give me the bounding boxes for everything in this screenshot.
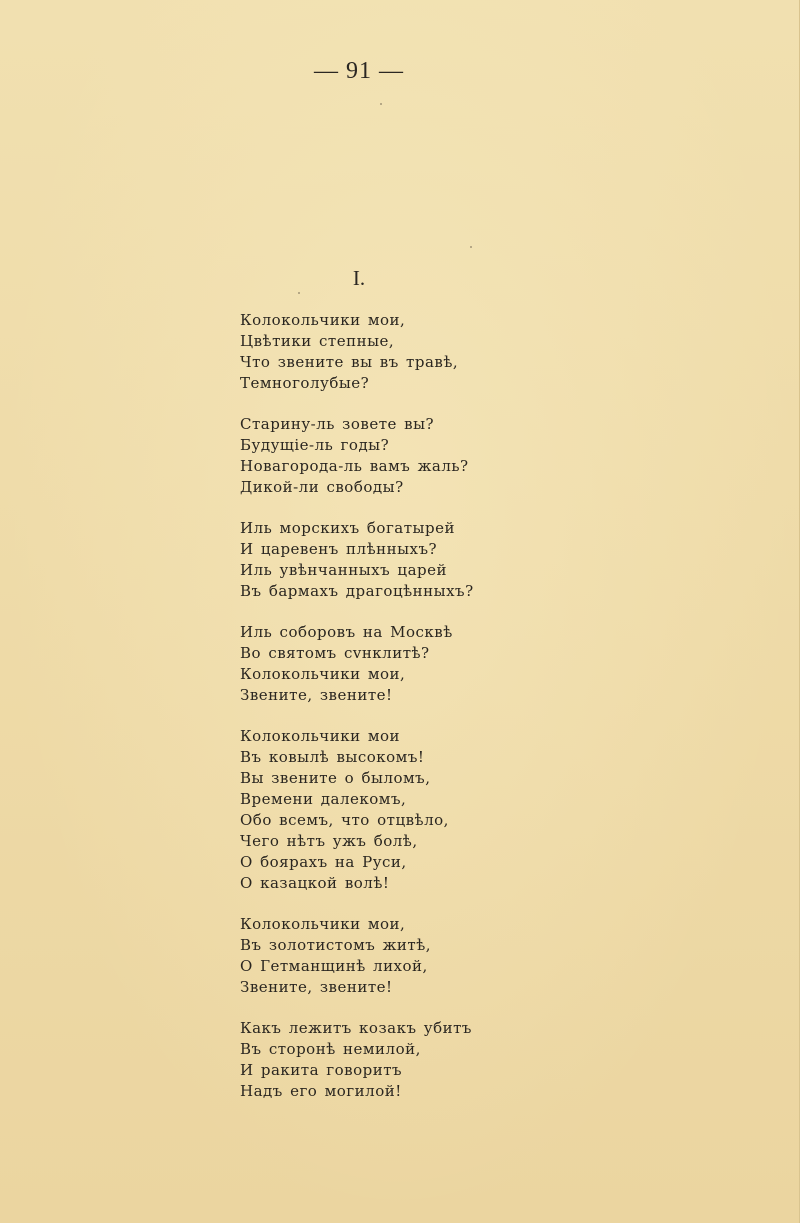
poem-line: Что звените вы въ травѣ,	[240, 353, 459, 371]
poem-line: Колокольчики мои,	[240, 311, 406, 329]
poem-line: Цвѣтики степные,	[240, 332, 395, 350]
poem-line: Обо всемъ, что отцвѣло,	[240, 811, 449, 829]
page-number: — 91 —	[314, 58, 404, 84]
section-heading: I.	[352, 266, 366, 290]
poem-line: Надъ его могилой!	[240, 1082, 402, 1100]
paper-speck	[470, 246, 472, 248]
poem-line: Колокольчики мои,	[240, 665, 406, 683]
poem-line: И ракита говоритъ	[240, 1061, 403, 1079]
poem-line: Въ золотистомъ житѣ,	[240, 936, 432, 954]
poem-line: Иль увѣнчанныхъ царей	[240, 561, 447, 579]
poem-line: Звените, звените!	[240, 686, 393, 704]
poem-line: Чего нѣтъ ужъ болѣ,	[240, 832, 418, 850]
poem-line: Иль соборовъ на Москвѣ	[240, 623, 453, 641]
poem-line: О боярахъ на Руси,	[240, 853, 407, 871]
stanza-6	[240, 914, 760, 998]
poem-line: Старину-ль зовете вы?	[240, 415, 435, 433]
stanza-2	[240, 414, 760, 498]
stanza-4	[240, 622, 760, 706]
poem-line: Звените, звените!	[240, 978, 393, 996]
poem-line: Времени далекомъ,	[240, 790, 407, 808]
poem	[240, 310, 760, 1122]
poem-line: Дикой-ли свободы?	[240, 478, 404, 496]
poem-line: И царевенъ плѣнныхъ?	[240, 540, 438, 558]
poem-line: Вы звените о быломъ,	[240, 769, 431, 787]
stanza-1	[240, 310, 760, 394]
stanza-3	[240, 518, 760, 602]
poem-line: Будущіе-ль годы?	[240, 436, 390, 454]
poem-line: Какъ лежитъ козакъ убитъ	[240, 1019, 472, 1037]
poem-line: Колокольчики мои	[240, 727, 401, 745]
poem-line: Въ ковылѣ высокомъ!	[240, 748, 425, 766]
poem-line: Темноголубые?	[240, 374, 370, 392]
poem-line: Во святомъ сvнклитѣ?	[240, 644, 430, 662]
poem-line: Иль морскихъ богатырей	[240, 519, 455, 537]
paper-speck	[298, 292, 300, 294]
poem-line: Въ сторонѣ немилой,	[240, 1040, 421, 1058]
paper-speck	[380, 103, 382, 105]
poem-line: Новагорода-ль вамъ жаль?	[240, 457, 469, 475]
stanza-5	[240, 726, 760, 894]
poem-line: Въ бармахъ драгоцѣнныхъ?	[240, 582, 474, 600]
poem-line: О казацкой волѣ!	[240, 874, 390, 892]
poem-line: Колокольчики мои,	[240, 915, 406, 933]
stanza-7	[240, 1018, 760, 1102]
poem-line: О Гетманщинѣ лихой,	[240, 957, 428, 975]
